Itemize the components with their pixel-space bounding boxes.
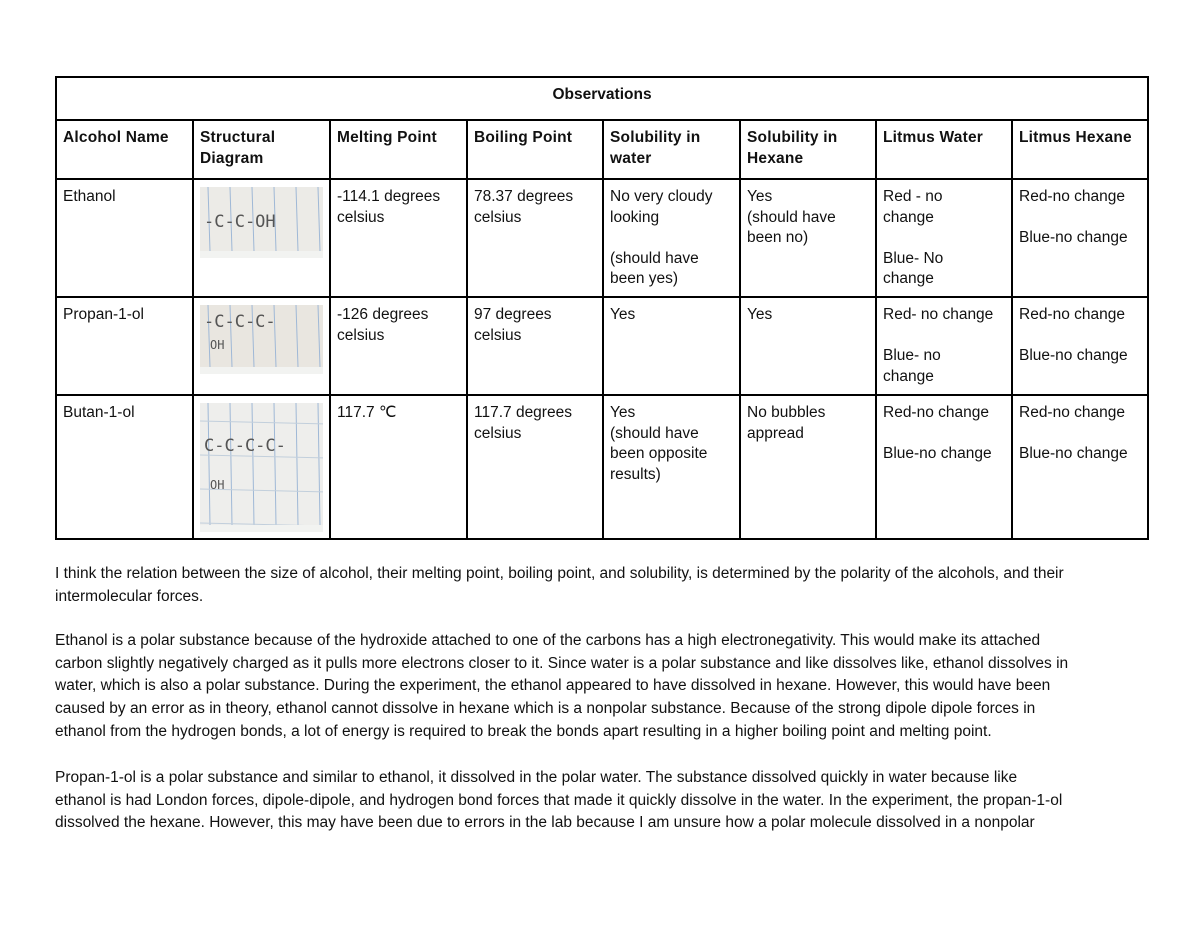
cell-line: celsius — [474, 208, 522, 226]
cell-line: looking — [610, 208, 660, 226]
structure-formula: -C-C-OH — [204, 212, 276, 232]
cell-line — [1019, 208, 1141, 229]
structure-formula: -C-C-C- — [204, 312, 276, 332]
cell-litmus-hexane — [1012, 297, 1148, 395]
cell-line: -114.1 degrees — [337, 188, 441, 205]
cell-line: Blue-no change — [1019, 347, 1128, 364]
cell-line: been opposite — [610, 445, 708, 462]
cell-litmus-hexane — [1012, 395, 1148, 539]
cell-line: Yes — [610, 306, 636, 323]
cell-line: change — [883, 270, 934, 287]
cell-solubility-hexane — [740, 395, 876, 539]
header-structural-diagram: Structural Diagram — [193, 120, 330, 179]
paragraph-line: carbon slightly negatively charged as it pulls more electrons closer to it. Since water is a polar substance and like dissolves like, ethanol dissolves in — [55, 654, 1069, 672]
paragraph-line: water, which is also a polar substance. During the experiment, the ethanol appeared to have dissolved in hexane. However, this would have been — [55, 677, 1051, 695]
cell-line: (should have — [747, 208, 836, 226]
cell-line: celsius — [337, 208, 385, 226]
structure-substituent: OH — [210, 338, 225, 352]
cell-boiling-point — [467, 297, 603, 395]
paragraph-line: Propan-1-ol is a polar substance and similar to ethanol, it dissolved in the polar water. The substance dissolved quickly in water because like — [55, 769, 1018, 786]
table-row — [56, 297, 1148, 395]
structure-substituent: OH — [210, 478, 225, 492]
cell-line: Blue-no change — [1019, 229, 1128, 246]
paragraph — [55, 630, 1155, 744]
cell-line — [883, 326, 1005, 347]
cell-line: No bubbles — [747, 404, 826, 421]
paragraph-line: dissolved the hexane. However, this may have been due to errors in the lab because I am unsure how a polar molecule dissolved in a nonpolar — [55, 814, 1035, 832]
cell-line: Blue-no change — [1019, 445, 1128, 462]
cell-line: celsius — [337, 326, 385, 344]
structural-diagram-photo — [200, 305, 323, 374]
cell-solubility-hexane — [740, 179, 876, 297]
cell-line — [883, 228, 1005, 249]
cell-line: Red- no change — [883, 306, 994, 323]
cell-structural-diagram — [193, 179, 330, 297]
header-solubility-water: Solubility in water — [603, 120, 740, 179]
cell-line: 78.37 degrees — [474, 188, 574, 205]
cell-line: Yes — [610, 404, 636, 421]
paragraph — [55, 767, 1155, 835]
cell-line — [1019, 326, 1141, 347]
cell-alcohol-name: Butan-1-ol — [56, 395, 193, 539]
cell-boiling-point — [467, 395, 603, 539]
cell-litmus-water — [876, 395, 1012, 539]
cell-line: 97 degrees — [474, 306, 552, 323]
cell-line: appread — [747, 424, 804, 442]
cell-line — [883, 424, 1005, 445]
paragraph-line: ethanol is had London forces, dipole-dipole, and hydrogen bond forces that made it quickly dissolve in the water. In the experiment, the propan-1-ol — [55, 791, 1063, 809]
cell-solubility-water — [603, 297, 740, 395]
paragraph-line: I think the relation between the size of alcohol, their melting point, boiling point, and solubility, is determined by the polarity of the alcohols, and their — [55, 565, 1064, 582]
cell-alcohol-name: Ethanol — [56, 179, 193, 297]
cell-line: No very cloudy — [610, 188, 713, 205]
cell-line: results) — [610, 465, 661, 483]
cell-line: -126 degrees — [337, 306, 429, 323]
cell-line: (should have — [610, 249, 699, 267]
cell-litmus-hexane — [1012, 179, 1148, 297]
header-boiling-point: Boiling Point — [467, 120, 603, 179]
table-title: Observations — [56, 77, 1148, 120]
cell-melting-point — [330, 395, 467, 539]
cell-line: Yes — [747, 306, 773, 323]
cell-line: been yes) — [610, 270, 679, 287]
cell-line: celsius — [474, 424, 522, 442]
observations-table-wrapper — [55, 76, 1147, 540]
cell-line: (should have — [610, 424, 699, 442]
structural-diagram-photo — [200, 187, 323, 258]
header-alcohol-name: Alcohol Name — [56, 120, 193, 179]
cell-line: Red - no — [883, 188, 943, 205]
cell-solubility-hexane — [740, 297, 876, 395]
header-litmus-water: Litmus Water — [876, 120, 1012, 179]
paragraph-line: ethanol from the hydrogen bonds, a lot of energy is required to break the bonds apart resulting in a higher boiling point and melting point. — [55, 722, 992, 740]
cell-line: Yes — [747, 188, 773, 205]
cell-alcohol-name: Propan-1-ol — [56, 297, 193, 395]
paragraph — [55, 563, 1155, 608]
structural-diagram-sketch — [200, 305, 323, 367]
paragraph-line: Ethanol is a polar substance because of the hydroxide attached to one of the carbons has a high electronegativity. This would make its attached — [55, 632, 1041, 649]
cell-line: change — [883, 367, 934, 385]
cell-line: Blue-no change — [883, 445, 992, 462]
cell-structural-diagram — [193, 395, 330, 539]
cell-litmus-water — [876, 179, 1012, 297]
observations-table — [55, 76, 1149, 540]
cell-line: Blue- No — [883, 249, 944, 267]
structure-formula: C-C-C-C- — [204, 436, 286, 456]
cell-structural-diagram — [193, 297, 330, 395]
paragraph-line: intermolecular forces. — [55, 587, 204, 605]
cell-line: Red-no change — [883, 404, 989, 421]
cell-solubility-water — [603, 395, 740, 539]
cell-boiling-point — [467, 179, 603, 297]
structural-diagram-sketch — [200, 403, 323, 525]
header-solubility-hexane: Solubility in Hexane — [740, 120, 876, 179]
header-melting-point: Melting Point — [330, 120, 467, 179]
cell-line — [610, 228, 733, 249]
cell-line: been no) — [747, 229, 809, 246]
cell-line: Red-no change — [1019, 404, 1125, 421]
cell-melting-point — [330, 179, 467, 297]
cell-line: 117.7 ℃ — [337, 404, 397, 421]
cell-line: Blue- no — [883, 347, 941, 364]
cell-solubility-water — [603, 179, 740, 297]
cell-line: Red-no change — [1019, 306, 1125, 323]
cell-line: Red-no change — [1019, 188, 1125, 205]
table-row — [56, 179, 1148, 297]
cell-litmus-water — [876, 297, 1012, 395]
header-row — [56, 120, 1148, 179]
cell-line — [1019, 424, 1141, 445]
structural-diagram-photo — [200, 403, 323, 532]
cell-melting-point — [330, 297, 467, 395]
structural-diagram-sketch — [200, 187, 323, 251]
cell-line: celsius — [474, 326, 522, 344]
header-litmus-hexane: Litmus Hexane — [1012, 120, 1148, 179]
paragraph-line: caused by an error as in theory, ethanol cannot dissolve in hexane which is a nonpolar substance. Because of the strong dipole dipole forces in — [55, 700, 1036, 718]
table-row — [56, 395, 1148, 539]
cell-line: 117.7 degrees — [474, 404, 572, 421]
cell-line: change — [883, 208, 934, 226]
